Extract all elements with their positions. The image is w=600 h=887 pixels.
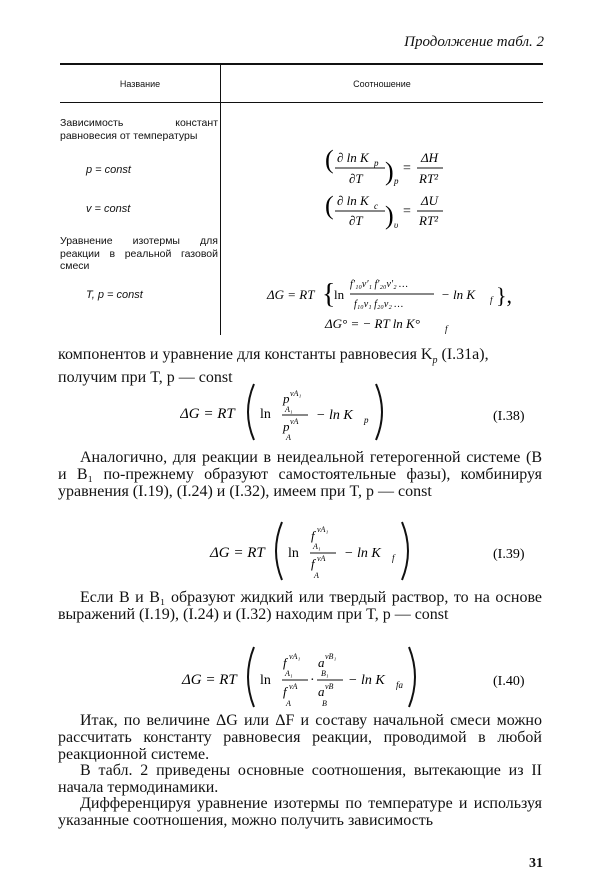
row-label-p-const: p = const (86, 164, 131, 176)
equation-label-1-38: (I.38) (493, 409, 525, 424)
svg-text:− ln K: − ln K (441, 287, 476, 302)
column-header-relation: Соотношение (353, 79, 411, 89)
equation-1-40 (180, 641, 550, 713)
paragraph-intro-sub: p (432, 355, 438, 367)
page-number: 31 (529, 856, 543, 871)
svg-text:νA₁: νA₁ (289, 652, 301, 661)
paragraph-conclusion: Итак, по величине ΔG или ΔF и составу начальной смеси можно рассчитать константу равновесия реакции, проводимой в любой реакционной системе. (58, 712, 542, 763)
table-continuation-header: Продолжение табл. 2 (404, 34, 544, 50)
equation-1-38 (180, 378, 550, 446)
svg-text:p: p (364, 415, 369, 425)
svg-text:p: p (374, 158, 379, 168)
svg-text:c: c (374, 201, 378, 211)
svg-text:∂T: ∂T (349, 171, 363, 186)
svg-text:νA: νA (317, 554, 326, 563)
svg-text:ΔG = RT: ΔG = RT (182, 672, 237, 688)
svg-text:ΔG = RT: ΔG = RT (210, 545, 265, 561)
svg-text:): ) (385, 157, 394, 186)
svg-text:A₁: A₁ (313, 542, 321, 551)
svg-text:νA₁: νA₁ (290, 389, 302, 398)
svg-text:ln: ln (260, 407, 271, 422)
svg-text:A: A (286, 699, 291, 708)
svg-text:νA₁: νA₁ (317, 525, 329, 534)
svg-text:ln: ln (288, 546, 299, 561)
table-top-rule (60, 63, 543, 65)
svg-text:ln: ln (334, 287, 345, 302)
formula-kc-temperature (325, 191, 443, 230)
paragraph-solution: Если B и B₁ образуют жидкий или твердый раствор, то на основе выражений (I.19), (I.24) и (I.32) находим при T, p — const (58, 589, 542, 623)
svg-text:p: p (394, 176, 399, 186)
svg-text:υ: υ (394, 220, 399, 230)
svg-text:{: { (322, 279, 336, 310)
svg-text:A: A (314, 571, 319, 580)
svg-text:ΔG = RT: ΔG = RT (180, 406, 235, 422)
svg-text:=: = (403, 161, 411, 176)
svg-text:A₁: A₁ (285, 669, 293, 678)
svg-text:∂T: ∂T (349, 213, 363, 228)
svg-text:},: }, (496, 283, 513, 308)
svg-text:(: ( (325, 191, 334, 220)
paragraph-heterogeneous: Аналогично, для реакции в неидеальной гетерогенной системе (B и B₁ по-прежнему образуют самостоятельные фазы), комбинируя уравнения (I.19), (I.24) и (I.32), имеем при T, p — const (58, 449, 542, 500)
svg-text:fa: fa (396, 680, 404, 690)
paragraph-intro-line2: получим при T, p — const (58, 369, 233, 387)
svg-text:νB₁: νB₁ (325, 652, 337, 661)
svg-text:f: f (283, 684, 287, 699)
svg-text:ΔG = RT: ΔG = RT (267, 287, 315, 302)
svg-text:ΔU: ΔU (421, 193, 439, 208)
svg-text:f′₁₀ν′₁ f′₂₀ν′₂ …: f′₁₀ν′₁ f′₂₀ν′₂ … (350, 279, 408, 290)
svg-text:f: f (311, 528, 315, 543)
paragraph-intro-tail: (I.31a), (437, 346, 489, 363)
svg-text:f₁₀ν₁ f₂₀ν₂ …: f₁₀ν₁ f₂₀ν₂ … (354, 299, 404, 310)
table-header-rule (60, 102, 543, 103)
row-label-temperature-dependence: Зависимость констант равновесия от температуры (60, 117, 218, 142)
svg-text:f: f (490, 295, 493, 305)
svg-text:νA: νA (290, 417, 299, 426)
paragraph-table-reference: В табл. 2 приведены основные соотношения, вытекающие из II начала термодинамики. (58, 762, 542, 796)
svg-text:a: a (318, 655, 325, 670)
svg-text:f: f (392, 553, 395, 563)
svg-text:(: ( (325, 145, 334, 174)
svg-text:− ln K: − ln K (348, 673, 385, 688)
svg-text:RT²: RT² (419, 213, 439, 228)
svg-text:ΔH: ΔH (421, 150, 439, 165)
formula-kp-temperature (325, 145, 443, 186)
row-label-tp-const: T, p = const (86, 289, 143, 301)
svg-text:): ) (385, 201, 394, 230)
svg-text:A₁: A₁ (285, 405, 293, 414)
svg-text:A: A (286, 433, 291, 442)
svg-text:− ln K: − ln K (344, 546, 381, 561)
svg-text:∂ ln K: ∂ ln K (337, 150, 369, 165)
svg-text:a: a (318, 684, 325, 699)
svg-text:B₁: B₁ (321, 669, 329, 678)
equation-1-39 (180, 516, 550, 586)
svg-text:RT²: RT² (419, 171, 439, 186)
svg-text:=: = (403, 204, 411, 219)
svg-text:f: f (311, 556, 315, 571)
svg-text:ΔG° = − RT ln K°: ΔG° = − RT ln K° (325, 316, 420, 331)
svg-text:νA: νA (289, 682, 298, 691)
row-label-v-const: v = const (86, 203, 131, 215)
svg-text:ln: ln (260, 673, 271, 688)
svg-text:·: · (310, 673, 315, 688)
equation-label-1-39: (I.39) (493, 547, 525, 562)
formula-isotherm-real-gas (266, 279, 512, 334)
svg-text:f: f (445, 324, 448, 334)
column-header-name: Название (119, 79, 161, 89)
row-label-isotherm: Уравнение изотермы для реакции в реальной газовой смеси (60, 235, 218, 272)
svg-text:νB: νB (325, 682, 334, 691)
table-formulas (221, 104, 543, 336)
paragraph-intro-text: компонентов и уравнение для константы равновесия K (58, 346, 433, 363)
svg-text:∂ ln K: ∂ ln K (337, 193, 369, 208)
paragraph-differentiation: Дифференцируя уравнение изотермы по температуре и используя указанные соотношения, можно получить зависимость (58, 795, 542, 829)
svg-text:f: f (283, 655, 287, 670)
svg-text:p: p (283, 419, 290, 434)
svg-text:p: p (283, 391, 290, 406)
svg-text:B: B (322, 699, 327, 708)
svg-text:− ln K: − ln K (316, 408, 353, 423)
equation-label-1-40: (I.40) (493, 674, 525, 689)
